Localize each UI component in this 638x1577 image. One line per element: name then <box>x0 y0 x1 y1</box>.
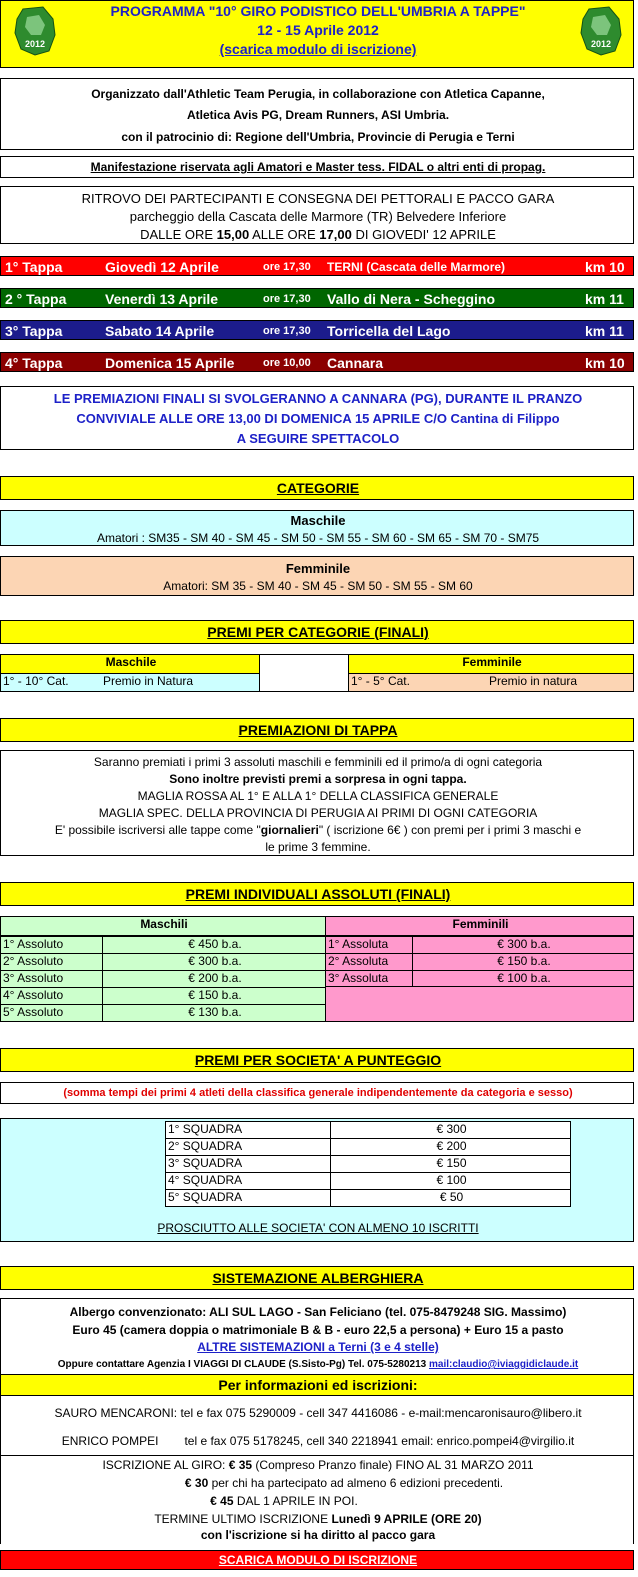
ritrovo-line: RITROVO DEI PARTECIPANTI E CONSEGNA DEI PETTORALI E PACCO GARA <box>81 191 555 206</box>
female-categories: Amatori: SM 35 - SM 40 - SM 45 - SM 50 - SM 55 - SM 60 <box>163 579 473 593</box>
male-categories: Amatori : SM35 - SM 40 - SM 45 - SM 50 - SM 55 - SM 60 - SM 65 - SM 70 - SM75 <box>96 531 540 545</box>
squadra-position: 2° SQUADRA <box>165 1138 331 1156</box>
societa-note-text: (somma tempi dei primi 4 atleti della classifica generale indipendentemente da categoria e sesso) <box>63 1087 573 1099</box>
categorie-male <box>0 510 634 546</box>
societa-table-area <box>0 1118 634 1242</box>
tappa-prem-line: E' possibile iscriversi alle tappe come "giornalieri" ( iscrizione 6€ ) con premi per i primi 3 maschi e <box>54 823 582 837</box>
contact-mencaroni: SAURO MENCARONI: tel e fax 075 5290009 - cell 347 4416086 - e-mail:mencaronisauro@libero.it <box>54 1406 582 1420</box>
assoluto-female-prize: € 100 b.a. <box>412 970 634 988</box>
premi-female-row: 1° - 5° Cat. Premio in natura <box>348 673 634 692</box>
iscrizione-line: € 30 per chi ha partecipato ad almeno 6 edizioni precedenti. <box>184 1476 504 1490</box>
event-dates: 12 - 15 Aprile 2012 <box>257 22 379 38</box>
assoluto-female-prize: € 300 b.a. <box>412 936 634 954</box>
premi-categorie-header <box>0 620 634 644</box>
assoluto-male-prize: € 200 b.a. <box>102 970 326 988</box>
stage-place: Torricella del Lago <box>327 323 451 339</box>
assoluti-female-title: Femminili <box>325 916 634 936</box>
albergo-line: Albergo convenzionato: ALI SUL LAGO - San Feliciano (tel. 075-8479248 SIG. Massimo) <box>69 1305 567 1319</box>
tappa-prem-header <box>0 718 634 742</box>
stage-km: km 11 <box>585 291 624 307</box>
reserved-note <box>0 156 634 178</box>
stage-place: Cannara <box>327 355 384 371</box>
stage-row <box>0 288 634 308</box>
prosciutto-note: PROSCIUTTO ALLE SOCIETA' CON ALMENO 10 ISCRITTI <box>157 1221 479 1235</box>
assoluti-header <box>0 882 634 906</box>
albergo-title: SISTEMAZIONE ALBERGHIERA <box>212 1270 424 1286</box>
ritrovo-time: DALLE ORE 15,00 ALLE ORE 17,00 DI GIOVEDI' 12 APRILE <box>140 227 496 242</box>
squadra-position: 3° SQUADRA <box>165 1155 331 1173</box>
svg-text:2012: 2012 <box>590 39 612 49</box>
assoluto-male-prize: € 130 b.a. <box>102 1004 326 1022</box>
page-title: PROGRAMMA "10° GIRO PODISTICO DELL'UMBRIA A TAPPE" <box>110 3 526 19</box>
assoluto-female-prize: € 150 b.a. <box>412 953 634 971</box>
final-awards <box>0 386 634 450</box>
assoluto-female-position: 3° Assoluta <box>325 970 413 988</box>
patronage-line: con il patrocinio di: Regione dell'Umbria, Provincie di Perugia e Terni <box>121 130 515 144</box>
stage-row <box>0 352 634 372</box>
assoluti-female-empty <box>325 986 634 1022</box>
tappa-prem-line: MAGLIA ROSSA AL 1° E ALLA 1° DELLA CLASSIFICA GENERALE <box>137 789 499 803</box>
assoluto-male-prize: € 450 b.a. <box>102 936 326 954</box>
categorie-female <box>0 556 634 596</box>
altre-sistemazioni-link[interactable]: ALTRE SISTEMAZIONI a Terni (3 e 4 stelle) <box>197 1340 439 1354</box>
squadra-prize: € 100 <box>330 1172 571 1190</box>
header <box>0 0 634 68</box>
info-title: Per informazioni ed iscrizioni: <box>218 1377 418 1393</box>
iscrizione <box>0 1456 634 1544</box>
agenzia-line: Oppure contattare Agenzia I VIAGGI DI CLAUDE (S.Sisto-Pg) Tel. 075-5280213 mail:claudio@iviaggidiclaude.it <box>57 1359 579 1370</box>
assoluti-table <box>0 916 634 1022</box>
stage-km: km 10 <box>585 355 625 371</box>
tappa-prem-body <box>0 750 634 856</box>
iscrizione-line: ISCRIZIONE AL GIRO: € 35 (Compreso Pranzo finale) FINO AL 31 MARZO 2011 <box>102 1458 534 1472</box>
premi-categorie-title: PREMI PER CATEGORIE (FINALI) <box>207 624 429 640</box>
ritrovo-place: parcheggio della Cascata delle Marmore (TR) Belvedere Inferiore <box>129 209 507 224</box>
assoluto-male-position: 5° Assoluto <box>0 1004 103 1022</box>
iscrizione-deadline: TERMINE ULTIMO ISCRIZIONE Lunedì 9 APRILE (ORE 20) <box>154 1512 482 1526</box>
female-title: Femminile <box>285 561 351 576</box>
assoluto-male-position: 4° Assoluto <box>0 987 103 1005</box>
stage-km: km 10 <box>585 259 625 275</box>
squadra-position: 4° SQUADRA <box>165 1172 331 1190</box>
info-contacts <box>0 1396 634 1456</box>
premi-male-title: Maschile <box>0 654 260 674</box>
stage-tappa: 3° Tappa <box>5 323 63 339</box>
tappa-prem-line: Saranno premiati i primi 3 assoluti maschili e femminili ed il primo/a di ogni categoria <box>93 755 543 769</box>
stage-time: ore 17,30 <box>263 325 311 337</box>
albergo-header <box>0 1266 634 1290</box>
stage-row <box>0 256 634 276</box>
reserved-text: Manifestazione riservata agli Amatori e Master tess. FIDAL o altri enti di propag. <box>90 160 546 174</box>
premi-male-row: 1° - 10° Cat. Premio in Natura <box>0 673 260 692</box>
organizers <box>0 78 634 150</box>
assoluto-female-position: 2° Assoluta <box>325 953 413 971</box>
male-title: Maschile <box>290 513 346 528</box>
ritrovo <box>0 186 634 244</box>
giro-logo-right <box>575 5 627 57</box>
svg-text:2012: 2012 <box>24 39 46 49</box>
pacco-gara-note: con l'iscrizione si ha diritto al pacco gara <box>200 1528 436 1542</box>
assoluto-male-prize: € 150 b.a. <box>102 987 326 1005</box>
assoluti-title: PREMI INDIVIDUALI ASSOLUTI (FINALI) <box>185 886 451 902</box>
stage-place: TERNI (Cascata delle Marmore) <box>327 260 506 274</box>
agenzia-mail-link[interactable]: mail:claudio@iviaggidiclaude.it <box>428 1359 579 1370</box>
info-header <box>0 1374 634 1396</box>
final-awards-show: A SEGUIRE SPETTACOLO <box>236 431 400 446</box>
categorie-header <box>0 476 634 500</box>
footer-bar <box>0 1550 634 1570</box>
assoluti-male-title: Maschili <box>0 916 326 936</box>
squadra-prize: € 150 <box>330 1155 571 1173</box>
stage-time: ore 17,30 <box>263 293 311 305</box>
tappa-prem-line: Sono inoltre previsti premi a sorpresa in ogni tappa. <box>169 772 467 786</box>
organizers-line: Organizzato dall'Athletic Team Perugia, in collaborazione con Atletica Capanne, <box>91 87 545 101</box>
stage-day: Sabato 14 Aprile <box>105 323 215 339</box>
premi-categorie-table <box>0 654 634 694</box>
stage-tappa: 1° Tappa <box>5 259 63 275</box>
final-awards-line: LE PREMIAZIONI FINALI SI SVOLGERANNO A CANNARA (PG), DURANTE IL PRANZO <box>53 391 583 406</box>
societa-header <box>0 1048 634 1072</box>
societa-note <box>0 1082 634 1104</box>
tappa-prem-title: PREMIAZIONI DI TAPPA <box>238 722 398 738</box>
iscrizione-line: € 45 DAL 1 APRILE IN POI. <box>210 1494 358 1508</box>
stage-time: ore 10,00 <box>263 357 311 369</box>
download-form-footer-link[interactable]: SCARICA MODULO DI ISCRIZIONE <box>218 1553 418 1567</box>
stage-day: Domenica 15 Aprile <box>105 355 235 371</box>
stage-day: Venerdì 13 Aprile <box>105 291 219 307</box>
squadra-prize: € 200 <box>330 1138 571 1156</box>
squadra-position: 1° SQUADRA <box>165 1121 331 1139</box>
tappa-prem-line: MAGLIA SPEC. DELLA PROVINCIA DI PERUGIA AI PRIMI DI OGNI CATEGORIA <box>98 806 538 820</box>
categorie-title: CATEGORIE <box>276 480 360 496</box>
stage-tappa: 4° Tappa <box>5 355 63 371</box>
squadra-prize: € 300 <box>330 1121 571 1139</box>
contact-pompei: ENRICO POMPEI tel e fax 075 5178245, cell 340 2218941 email: enrico.pompei4@virgilio.it <box>61 1434 575 1448</box>
assoluto-female-position: 1° Assoluta <box>325 936 413 954</box>
download-form-link[interactable]: (scarica modulo di iscrizione) <box>219 41 417 57</box>
squadra-position: 5° SQUADRA <box>165 1189 331 1207</box>
premi-female-title: Femminile <box>348 654 634 674</box>
stage-km: km 11 <box>585 323 624 339</box>
stage-day: Giovedì 12 Aprile <box>105 259 219 275</box>
squadra-prize: € 50 <box>330 1189 571 1207</box>
assoluto-male-prize: € 300 b.a. <box>102 953 326 971</box>
stage-row <box>0 320 634 340</box>
albergo-line: Euro 45 (camera doppia o matrimoniale B & B - euro 22,5 a persona) + Euro 15 a pasto <box>72 1323 564 1337</box>
stage-tappa: 2 ° Tappa <box>5 291 67 307</box>
assoluto-male-position: 3° Assoluto <box>0 970 103 988</box>
stage-place: Vallo di Nera - Scheggino <box>327 291 496 307</box>
organizers-line: Atletica Avis PG, Dream Runners, ASI Umbria. <box>186 108 450 122</box>
societa-title: PREMI PER SOCIETA' A PUNTEGGIO <box>194 1052 442 1068</box>
final-awards-line: CONVIVIALE ALLE ORE 13,00 DI DOMENICA 15 APRILE C/O Cantina di Filippo <box>76 411 560 426</box>
premi-spacer <box>259 654 349 692</box>
assoluto-male-position: 1° Assoluto <box>0 936 103 954</box>
stage-time: ore 17,30 <box>263 261 311 273</box>
tappa-prem-line: le prime 3 femmine. <box>265 840 371 854</box>
albergo-body <box>0 1298 634 1376</box>
assoluto-male-position: 2° Assoluto <box>0 953 103 971</box>
